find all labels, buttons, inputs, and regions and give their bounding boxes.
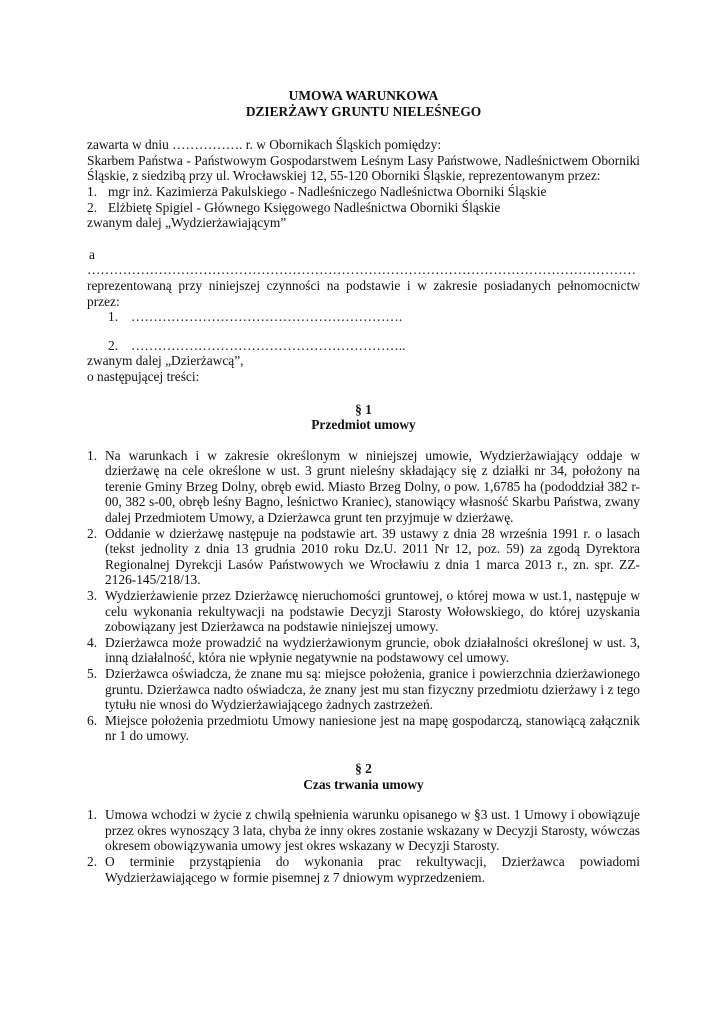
list-item-text: Dzierżawca oświadcza, że znane mu są: miejsce położenia, granice i powierzchnia dzierżawionego gruntu. Dzierżawca nadto oświadcza, że znany jest mu stan fizyczny przedmiotu dzierżawy i z tego tytułu nie wnosi do Wydzierżawiającego żadnych zastrzeżeń. <box>105 666 640 713</box>
following-content: o następującej treści: <box>87 368 200 384</box>
signatory-1-number: 1. <box>108 309 119 325</box>
title-line-1: UMOWA WARUNKOWA <box>288 88 439 103</box>
signatory-1 <box>87 309 640 325</box>
list-item-text: Umowa wchodzi w życie z chwilą spełnienia warunku opisanego w §3 ust. 1 Umowy i obowiązuje przez okres wynoszący 3 lata, chyba że inny okres zostanie wskazany w Decyzji Starosty, wówczas okresem obowiązywania umowy jest okres wskazany w Decyzji Starosty. <box>105 807 640 854</box>
representative-2-text: Elżbietę Spigiel - Głównego Księgowego Nadleśnictwa Oborniki Śląskie <box>108 199 501 215</box>
list-item-text: Wydzierżawienie przez Dzierżawcę nieruchomości gruntowej, o której mowa w ust.1, następuje w celu wykonania rekultywacji na podstawie Decyzji Starosty Wołowskiego, do której uzyskania zobowiązany jest Dzierżawca na podstawie niniejszej umowy. <box>105 588 640 635</box>
signatory-2 <box>87 338 640 354</box>
represented-by: reprezentowaną przy niniejszej czynności na podstawie i w zakresie posiadanych pełnomocnictw przez: <box>87 277 640 309</box>
list-item-number: 4. <box>87 634 98 650</box>
blank-dotted-line: …………………………………………………………………………………………………………… <box>87 262 637 278</box>
list-item <box>87 807 640 854</box>
intro-date-line: zawarta w dniu ……………. r. w Obornikach Śląskich pomiędzy: <box>87 137 442 153</box>
section-1-heading: Przedmiot umowy <box>311 417 416 433</box>
list-item-text: O terminie przystąpienia do wykonania prac rekultywacji, Dzierżawca powiadomi Wydzierżawiającego w formie pisemnej z 7 dniowym wyprzedzeniem. <box>105 853 640 885</box>
list-item-number: 6. <box>87 712 98 728</box>
list-item <box>87 635 640 666</box>
called-lessee: zwanym dalej „Dzierżawcą”, <box>87 353 244 369</box>
list-item-number: 2. <box>87 853 98 869</box>
list-item <box>87 854 640 885</box>
list-item-number: 2. <box>87 525 98 541</box>
list-item-number: 3. <box>87 588 98 604</box>
signatory-1-dots: ……………………………………………………. <box>131 309 403 325</box>
list-item <box>87 713 640 744</box>
called-lessor: zwanym dalej „Wydzierżawiającym” <box>87 215 287 231</box>
list-item-text: Miejsce położenia przedmiotu Umowy naniesione jest na mapę gospodarczą, stanowiącą załącznik nr 1 do umowy. <box>105 712 640 744</box>
section-1-mark: § 1 <box>355 401 372 417</box>
list-item <box>87 588 640 635</box>
list-item <box>87 448 640 526</box>
section-2-mark: § 2 <box>355 760 372 776</box>
representative-1 <box>87 184 640 200</box>
signatory-2-dots: …………………………………………………….. <box>131 337 406 353</box>
list-item <box>87 666 640 713</box>
representative-2-number: 2. <box>87 199 98 215</box>
section-1-list <box>87 448 640 744</box>
list-item-text: Dzierżawca może prowadzić na wydzierżawionym gruncie, obok działalności określonej w ust. 3, inną działalność, która nie wpłynie negatywnie na podstawowy cel umowy. <box>105 634 640 666</box>
list-item-text: Na warunkach i w zakresie określonym w niniejszej umowie, Wydzierżawiający oddaje w dzierżawę na cele określone w ust. 3 grunt nieleśny składający się z działki nr 34, położony na terenie Gminy Brzeg Dolny, obręb ewid. Miasto Brzeg Dolny, o pow. 1,6785 ha (pododdział 382 r-00, 382 s-00, obręb leśny Bagno, leśnictwo Kraniec), stanowiący własność Skarbu Państwa, zwany dalej Przedmiotem Umowy, a Dzierżawca grunt ten przyjmuje w dzierżawę. <box>105 447 640 526</box>
document-title <box>87 88 640 119</box>
section-2-list <box>87 807 640 885</box>
list-item-text: Oddanie w dzierżawę następuje na podstawie art. 39 ustawy z dnia 28 września 1991 r. o lasach (tekst jednolity z dnia 13 grudnia 2010 roku Dz.U. 2011 Nr 12, poz. 59) za zgodą Dyrektora Regionalnej Dyrekcji Lasów Państwowych we Wrocławiu z dnia 1 marca 2013 r., zn. spr. ZZ-2126-145/218/13. <box>105 525 640 588</box>
list-item-number: 1. <box>87 807 98 823</box>
document-content <box>87 88 640 885</box>
section-2-heading: Czas trwania umowy <box>303 776 424 792</box>
party-description: Skarbem Państwa - Państwowym Gospodarstwem Leśnym Lasy Państwowe, Nadleśnictwem Oborniki Śląskie, z siedzibą przy ul. Wrocławskiej 12, 55-120 Oborniki Śląskie, reprezentowanym przez: <box>87 152 640 184</box>
representative-1-text: mgr inż. Kazimierza Pakulskiego - Nadleśniczego Nadleśnictwa Oborniki Śląskie <box>108 183 547 199</box>
representative-1-number: 1. <box>87 183 98 199</box>
representative-2 <box>87 200 640 216</box>
list-item-number: 1. <box>87 447 98 463</box>
list-item <box>87 526 640 588</box>
list-item-number: 5. <box>87 666 98 681</box>
title-line-2: DZIERŻAWY GRUNTU NIELEŚNEGO <box>245 103 482 119</box>
and-word: a <box>89 246 95 262</box>
signatory-2-number: 2. <box>108 337 119 353</box>
